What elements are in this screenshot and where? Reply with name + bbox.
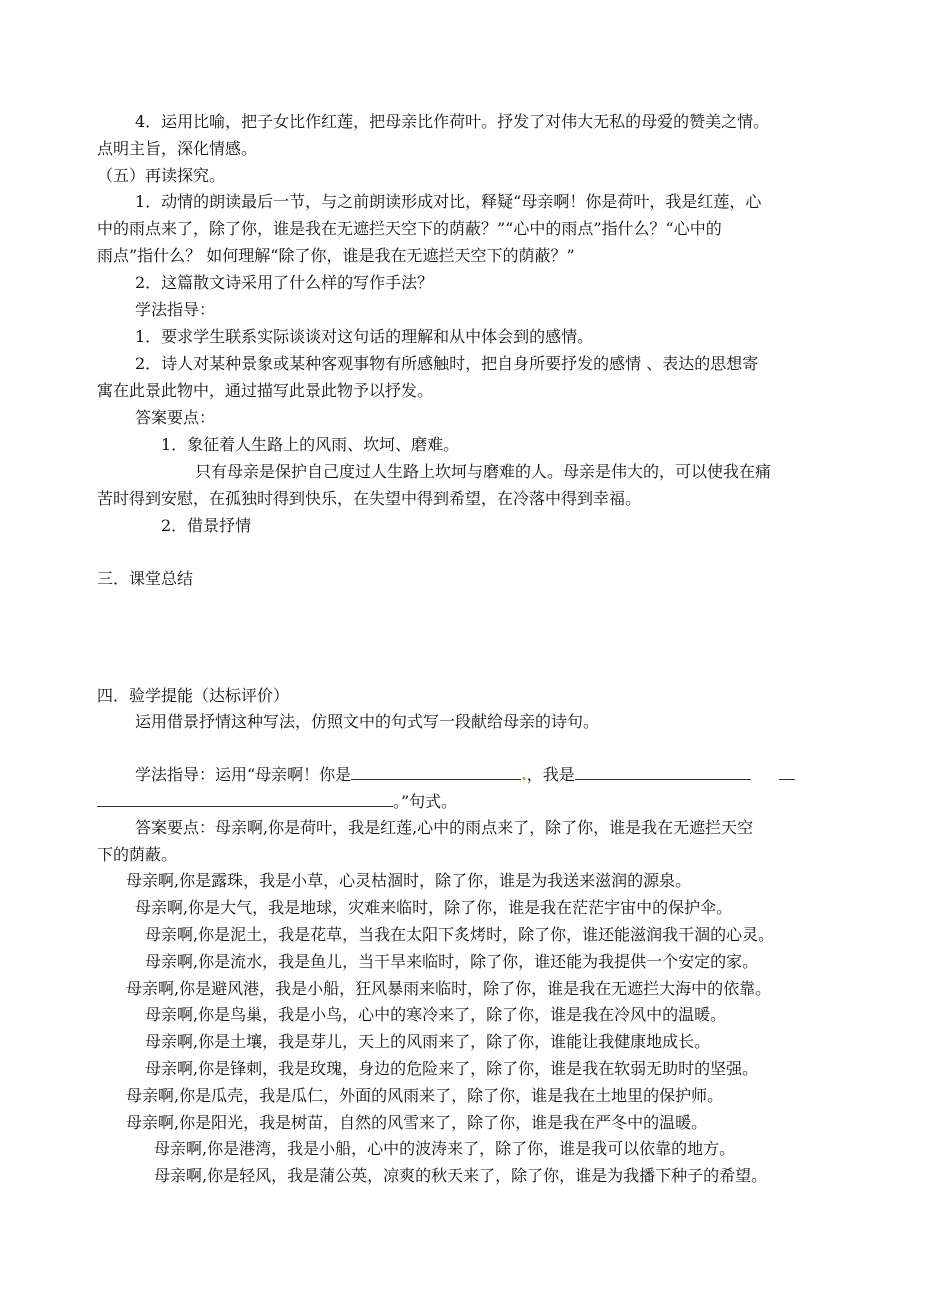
- answer-label: 答案要点：: [135, 408, 216, 427]
- poem-line: 母亲啊,你是锋刺，我是玫瑰，身边的危险来了，除了你，谁是我在软弱无助时的坚强。: [145, 1059, 759, 1078]
- answer-2-line-1: 答案要点：母亲啊,你是荷叶，我是红莲,心中的雨点来了，除了你，谁是我在无遮拦天空: [135, 818, 754, 837]
- poem-line: 母亲啊,你是土壤，我是芽儿，天上的风雨来了，除了你，谁能让我健康地成长。: [145, 1032, 711, 1051]
- poem-line: 母亲啊,你是轻风，我是蒲公英，凉爽的秋天来了，除了你，谁是为我播下种子的希望。: [154, 1166, 768, 1185]
- poem-line: 母亲啊,你是大气，我是地球，灾难来临时，除了你，谁是我在茫茫宇宙中的保护伞。: [135, 898, 733, 917]
- poem-line: 母亲啊,你是泥土，我是花草，当我在太阳下炙烤时，除了你，谁还能滋润我干涸的心灵。: [145, 925, 775, 944]
- fill-mark: .: [521, 765, 527, 784]
- poem-line: 母亲啊,你是避风港，我是小船，狂风暴雨来临时，除了你，谁是我在无遮拦大海中的依靠。: [126, 979, 772, 998]
- answer-1-detail-line-2: 苦时得到安慰，在孤独时得到快乐，在失望中得到希望，在冷落中得到幸福。: [97, 489, 642, 508]
- poem-line: 母亲啊,你是瓜壳，我是瓜仁，外面的风雨来了，除了你，谁是我在土地里的保护师。: [126, 1086, 724, 1105]
- question-1-line-2: 中的雨点来了，除了你，谁是我在无遮拦天空下的荫蔽？”“心中的雨点”指什么？“心中的: [97, 219, 722, 238]
- point-4-line-1: 4．运用比喻，把子女比作红莲，把母亲比作荷叶。抒发了对伟大无私的母爱的赞美之情。: [135, 112, 770, 131]
- answer-2: 2．借景抒情: [161, 516, 252, 535]
- fill-blank-4[interactable]: [97, 791, 393, 807]
- answer-2-line-2: 下的荫蔽。: [97, 845, 178, 864]
- section-3-title: 三．课堂总结: [97, 569, 194, 588]
- method-1: 1．要求学生联系实际谈谈对这句话的理解和从中体会到的感情。: [135, 327, 594, 346]
- fill-suffix: 。”句式。: [393, 792, 458, 811]
- method-2-line-2: 寓在此景此物中，通过描写此景此物予以抒发。: [97, 381, 434, 400]
- method-label: 学法指导：: [135, 300, 216, 319]
- section-5-title: （五）再读探究。: [97, 166, 226, 185]
- poem-line: 母亲啊,你是流水，我是鱼儿，当干旱来临时，除了你，谁还能为我提供一个安定的家。: [145, 952, 759, 971]
- poem-line: 母亲啊,你是港湾，我是小船，心中的波涛来了，除了你，谁是我可以依靠的地方。: [154, 1139, 736, 1158]
- section-4-task: 运用借景抒情这种写法，仿照文中的句式写一段献给母亲的诗句。: [135, 712, 600, 731]
- poem-line: 母亲啊,你是露珠，我是小草，心灵枯涸时，除了你，谁是为我送来滋润的源泉。: [126, 871, 692, 890]
- answer-1-detail-line-1: 只有母亲是保护自己度过人生路上坎坷与磨难的人。母亲是伟大的，可以使我在痛: [195, 462, 772, 481]
- question-1-line-1: 1．动情的朗读最后一节，与之前朗读形成对比，释疑“母亲啊！你是荷叶，我是红莲，心: [135, 192, 762, 211]
- fill-blank-1[interactable]: [351, 764, 521, 780]
- fill-prefix: 学法指导：运用“母亲啊！你是: [135, 765, 352, 784]
- answer-1: 1．象征着人生路上的风雨、坎坷、磨难。: [161, 435, 460, 454]
- fill-in-line-1: [135, 764, 795, 785]
- question-2: 2．这篇散文诗采用了什么样的写作手法？: [135, 273, 434, 292]
- fill-middle: ，我是: [526, 765, 575, 784]
- section-4-title: 四．验学提能（达标评价）: [97, 686, 290, 705]
- fill-blank-2[interactable]: [575, 764, 751, 780]
- method-2-line-1: 2．诗人对某种景象或某种客观事物有所感触时，把自身所要抒发的感情 、表达的思想寄: [135, 354, 759, 373]
- question-1-line-3: 雨点”指什么？ 如何理解“除了你，谁是我在无遮拦天空下的荫蔽？”: [97, 246, 575, 265]
- fill-blank-3[interactable]: [779, 764, 795, 780]
- poem-line: 母亲啊,你是鸟巢，我是小鸟，心中的寒冷来了，除了你，谁是我在冷风中的温暖。: [145, 1005, 727, 1024]
- poem-line: 母亲啊,你是阳光，我是树苗，自然的风雪来了，除了你，谁是我在严冬中的温暖。: [126, 1113, 708, 1132]
- point-4-line-2: 点明主旨，深化情感。: [97, 139, 258, 158]
- fill-in-line-2: [97, 791, 457, 812]
